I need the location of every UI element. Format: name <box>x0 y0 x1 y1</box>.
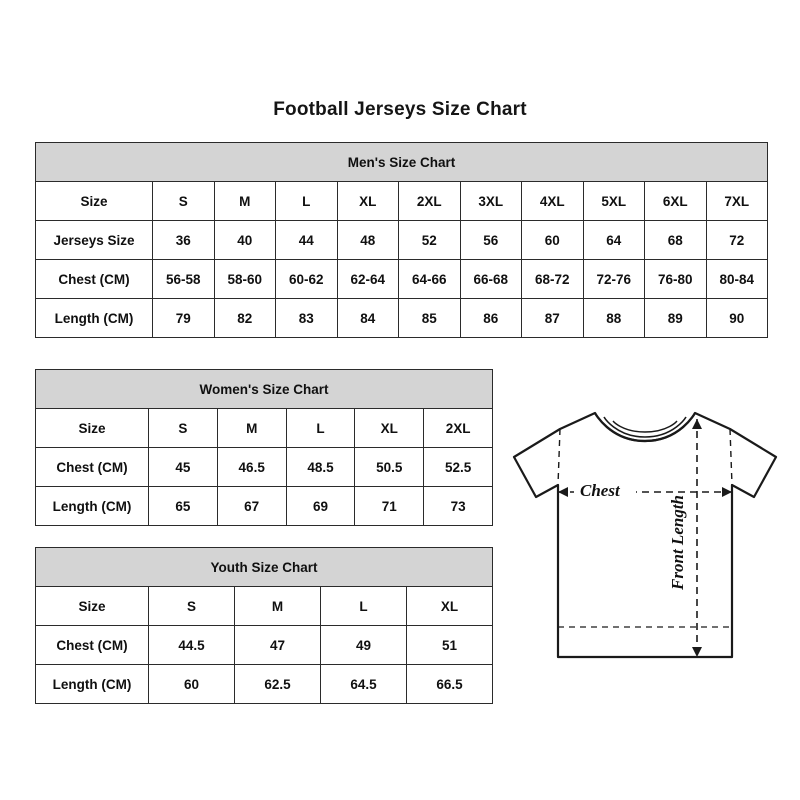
jersey-measurement-diagram <box>500 395 790 685</box>
data-cell: 67 <box>217 487 286 526</box>
chest-measurement-label: Chest <box>580 481 620 500</box>
table-header-row <box>36 143 768 182</box>
data-cell: 36 <box>153 221 215 260</box>
size-header-cell: S <box>149 587 235 626</box>
data-cell: 89 <box>645 299 707 338</box>
size-header-cell: M <box>214 182 276 221</box>
data-cell: 44 <box>276 221 338 260</box>
table-row <box>36 260 768 299</box>
size-header-cell: S <box>153 182 215 221</box>
youth-table-title: Youth Size Chart <box>36 548 493 587</box>
table-row <box>36 409 493 448</box>
row-label-length: Length (CM) <box>36 299 153 338</box>
front-length-measurement-label: Front Length <box>668 495 687 590</box>
size-header-cell: S <box>149 409 218 448</box>
size-header-cell: M <box>235 587 321 626</box>
data-cell: 85 <box>399 299 461 338</box>
data-cell: 47 <box>235 626 321 665</box>
size-header-cell: 2XL <box>424 409 493 448</box>
row-label-length: Length (CM) <box>36 487 149 526</box>
row-label-chest: Chest (CM) <box>36 260 153 299</box>
row-label-size: Size <box>36 409 149 448</box>
table-header-row <box>36 370 493 409</box>
data-cell: 66.5 <box>407 665 493 704</box>
row-label-chest: Chest (CM) <box>36 626 149 665</box>
table-row <box>36 299 768 338</box>
youth-size-chart-table <box>35 547 493 704</box>
data-cell: 69 <box>286 487 355 526</box>
row-label-jerseys-size: Jerseys Size <box>36 221 153 260</box>
data-cell: 60 <box>522 221 584 260</box>
data-cell: 45 <box>149 448 218 487</box>
size-header-cell: 2XL <box>399 182 461 221</box>
data-cell: 56-58 <box>153 260 215 299</box>
data-cell: 84 <box>337 299 399 338</box>
data-cell: 52.5 <box>424 448 493 487</box>
data-cell: 50.5 <box>355 448 424 487</box>
data-cell: 62.5 <box>235 665 321 704</box>
data-cell: 82 <box>214 299 276 338</box>
table-row <box>36 626 493 665</box>
table-row <box>36 182 768 221</box>
size-header-cell: XL <box>355 409 424 448</box>
data-cell: 72 <box>706 221 768 260</box>
data-cell: 68-72 <box>522 260 584 299</box>
data-cell: 56 <box>460 221 522 260</box>
data-cell: 87 <box>522 299 584 338</box>
mens-table-title: Men's Size Chart <box>36 143 768 182</box>
data-cell: 46.5 <box>217 448 286 487</box>
jersey-outline-icon <box>500 395 790 685</box>
data-cell: 72-76 <box>583 260 645 299</box>
data-cell: 52 <box>399 221 461 260</box>
womens-table-title: Women's Size Chart <box>36 370 493 409</box>
size-header-cell: XL <box>337 182 399 221</box>
data-cell: 80-84 <box>706 260 768 299</box>
page-title: Football Jerseys Size Chart <box>273 99 527 120</box>
size-header-cell: 7XL <box>706 182 768 221</box>
data-cell: 86 <box>460 299 522 338</box>
table-row <box>36 487 493 526</box>
mens-size-chart-table <box>35 142 768 338</box>
data-cell: 62-64 <box>337 260 399 299</box>
table-row <box>36 221 768 260</box>
data-cell: 48 <box>337 221 399 260</box>
data-cell: 51 <box>407 626 493 665</box>
data-cell: 48.5 <box>286 448 355 487</box>
table-row <box>36 665 493 704</box>
data-cell: 60 <box>149 665 235 704</box>
size-header-cell: XL <box>407 587 493 626</box>
data-cell: 49 <box>321 626 407 665</box>
table-row <box>36 587 493 626</box>
data-cell: 64-66 <box>399 260 461 299</box>
data-cell: 68 <box>645 221 707 260</box>
data-cell: 71 <box>355 487 424 526</box>
data-cell: 40 <box>214 221 276 260</box>
row-label-size: Size <box>36 182 153 221</box>
data-cell: 76-80 <box>645 260 707 299</box>
size-header-cell: L <box>276 182 338 221</box>
table-row <box>36 448 493 487</box>
data-cell: 73 <box>424 487 493 526</box>
womens-size-chart-table <box>35 369 493 526</box>
size-header-cell: 3XL <box>460 182 522 221</box>
size-header-cell: M <box>217 409 286 448</box>
data-cell: 83 <box>276 299 338 338</box>
data-cell: 64.5 <box>321 665 407 704</box>
data-cell: 88 <box>583 299 645 338</box>
table-header-row <box>36 548 493 587</box>
size-header-cell: L <box>321 587 407 626</box>
size-header-cell: L <box>286 409 355 448</box>
size-header-cell: 6XL <box>645 182 707 221</box>
data-cell: 90 <box>706 299 768 338</box>
size-header-cell: 4XL <box>522 182 584 221</box>
row-label-chest: Chest (CM) <box>36 448 149 487</box>
data-cell: 60-62 <box>276 260 338 299</box>
size-header-cell: 5XL <box>583 182 645 221</box>
data-cell: 66-68 <box>460 260 522 299</box>
data-cell: 79 <box>153 299 215 338</box>
data-cell: 44.5 <box>149 626 235 665</box>
data-cell: 64 <box>583 221 645 260</box>
data-cell: 65 <box>149 487 218 526</box>
row-label-size: Size <box>36 587 149 626</box>
data-cell: 58-60 <box>214 260 276 299</box>
row-label-length: Length (CM) <box>36 665 149 704</box>
